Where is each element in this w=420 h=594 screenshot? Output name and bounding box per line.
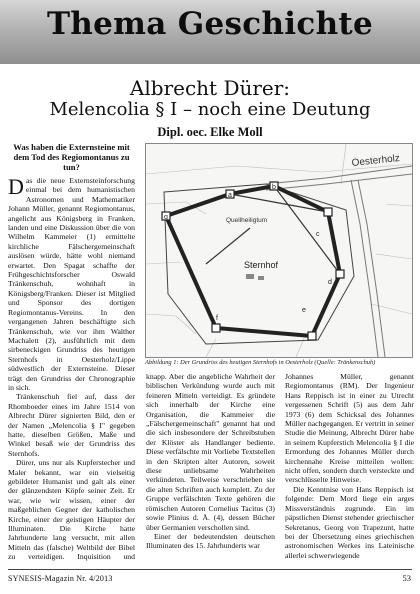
middle-column	[146, 372, 275, 564]
footer-rule	[8, 569, 412, 570]
place-label-quellheiligtum: Quellheiligtum	[226, 217, 268, 224]
article-title-line1: Albrecht Dürer:	[129, 76, 291, 100]
sternhof-map-image	[146, 144, 412, 357]
drop-cap: D	[8, 174, 24, 199]
section-title: Thema Geschichte	[46, 6, 374, 42]
col2-paragraph-1: knapp. Aber die angebliche Wahrheit der biblischen Verkündung wurde auch mit feineren Mitteln verteidigt. Es gründete sich innerhalb der Kirche eine Organisation, die Kammeier die „Fälschergemeinschaft" genannt hat und die sich insbesondere der Schreibstuben der Klöster als Handlanger bediente. Diese verfälschte mit Vorliebe Textstellen in den Skripten alter Autoren, soweit diese unliebsame Wahrheiten verkündeten. Teilweise verschrieben sie die alten Schriften auch komplett. Zu der Gruppe verfälschten Texte gehören die römischen Autoren Cornelius Tacitus (3) sowie Plinius d. Ä. (4), dessen Bücher über Germanien verschollen sind.	[146, 372, 275, 532]
point-label-c: c	[316, 231, 320, 238]
sidebar-paragraph-2: Tränkenschuh fiel auf, dass der Rhomboeder eines im Jahre 1514 von Albrecht Dürer signierten Bild, den er der Namen „Melencolia § I" gegeben hatte, dieselben Größen, Maße und Winkel besaß wie der Grundriss des Sternhofs.	[8, 392, 135, 458]
point-label-b: b	[272, 184, 276, 191]
point-label-a: a	[228, 192, 232, 199]
sidebar-body	[8, 176, 135, 562]
col3-paragraph-1: Johannes Müller, genannt Regiomontanus (RM). Der Ingenieur Hans Reppisch ist in einer zu Utrecht vergessenen Schrift (5) aus dem Jahr 1973 (6) dem Schicksal des Johannes Müller nachgegangen. Er vertritt in seiner Studie die Meinung, Albrecht Dürer habe in seinem Kupferstich Melencolia § I die Ermordung des Johannes Müller durch kirchennahe Kreise mitteilen wollen: nicht offen, sondern durch versteckte und verschlüsselte Hinweise.	[285, 372, 414, 485]
right-column	[285, 372, 414, 564]
point-label-g: g	[164, 214, 168, 221]
sidebar-heading: Was haben die Externsteine mit dem Tod des Regiomontanus zu tun?	[13, 142, 130, 172]
point-label-f: f	[216, 315, 218, 322]
col2-paragraph-2: Einer der bedeutendsten deutschen Illuminaten des 15. Jahrhunderts war	[146, 531, 275, 551]
sidebar-paragraph-1: Das die neue Externsteinforschung einmal bei dem humanistischen Astronomen und Mathematiker Johann Müller, genannt Regiomontanus, angelicht aus Königsberg in Franken, landen und eine Diskussion über die von Wilhelm Kammeier (1) ermittelte kirchliche Fälschergemeinschaft auslösen würde, hätte wohl niemand erwartet. Den Spagat schaffte der Frühgeschichtsforscher Oswald Tränkenschuh, wohnhaft in Königsberg/Franken. Dieser ist Mitglied und Sponsor des dortigen Regiomontanus-Vereins. In den vergangenen Jahren beschäftigte sich Tränkenschuh, wie vor ihm Walther Machalett (2), ausführlich mit dem sirbeneckigen Grundriss des heutigen Sternhofs in Oesterholz/Lippe südwestlich der Externsteine. Dieser trägt den Grundriss der Chronographie in sich.	[8, 174, 135, 392]
place-label-oesterholz: Oesterholz	[351, 152, 401, 169]
figure-caption: Abbildung 1: Der Grundriss des heutigen Sternhofs in Oesterholz (Quelle: Tränkenschuh)	[145, 359, 376, 366]
sternhof-map-figure	[145, 143, 413, 358]
article-title-line2: Melencolia § I – noch eine Deutung	[49, 99, 371, 120]
sidebar-paragraph-3: Dürer, uns nur als Kupferstecher und Maler bekannt, war ein vielseitig gebildeter Humanist und galt als einer der glänzendsten Köpfe seiner Zeit. Er war, wie wir wissen, einer der maßgeblichen Gegner der katholischen Kirche, einer der geistigen Häupter der Illuminaten. Die Kirche hatte Jahrhunderte lang versucht, mit allen Mitteln das (falsche) Weltbild der Bibel zu verteidigen. Inquisition und	[8, 458, 135, 562]
place-label-sternhof: Sternhof	[244, 260, 279, 270]
left-column	[8, 142, 135, 562]
footer-magazine: SYNESIS-Magazin Nr. 4/2013	[8, 574, 113, 583]
section-header-band	[0, 0, 420, 64]
page-number: 53	[402, 573, 411, 583]
col3-paragraph-2: Die Kenntnise von Hans Reppisch ist folgende: Dem Mord liege ein arges Missverständnis zugrunde. Ein im päpstlichen Dienst stehender griechischer Sekretanus, Georg von Trapezunt, hatte bei der Übersetzung eines griechischen astronomischen Werkes ins Lateinische allerlei schwerwiegende	[285, 484, 414, 560]
article-author: Dipl. oec. Elke Moll	[157, 125, 263, 139]
point-label-d: d	[328, 279, 332, 286]
point-label-e: e	[302, 307, 306, 314]
